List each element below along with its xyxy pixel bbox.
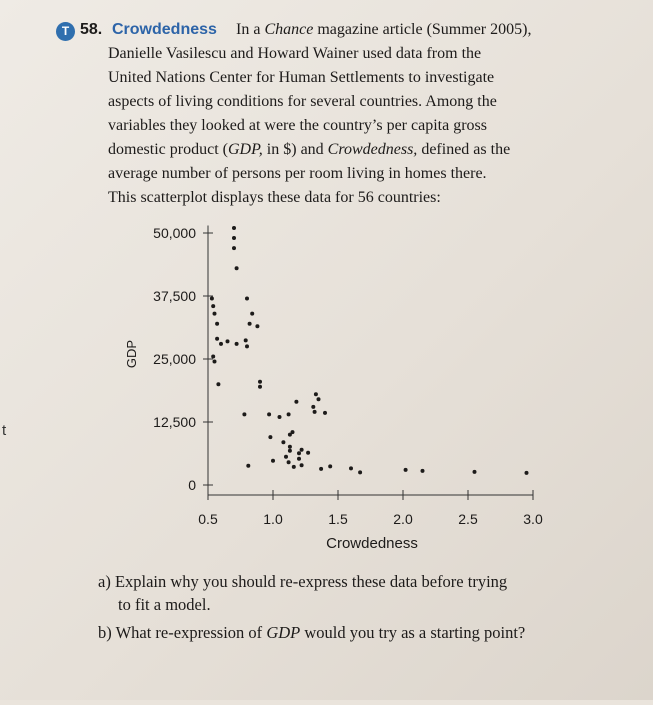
paragraph-segment: Danielle Vasilescu and Howard Wainer used data from the (108, 45, 482, 62)
paragraph-segment: magazine article (Summer 2005), (313, 21, 532, 38)
paragraph-segment: Chance (264, 21, 314, 38)
y-tick-label: 25,000 (153, 351, 196, 367)
data-point (349, 466, 353, 470)
data-point (278, 415, 282, 419)
paragraph-segment: average number of persons per room living in homes there. (108, 165, 487, 182)
data-point (281, 440, 285, 444)
paragraph-segment: variables they looked at were the country’s per capita gross (108, 117, 487, 134)
data-point (210, 297, 214, 301)
paragraph-segment: in $) and (262, 141, 328, 158)
data-point (232, 226, 236, 230)
question-a-line-2: to fit a model. (118, 595, 211, 614)
data-point (235, 266, 239, 270)
data-point (271, 459, 275, 463)
data-point (232, 236, 236, 240)
question-a-line-1: a) Explain why you should re-express these data before trying (98, 572, 508, 591)
data-point (245, 344, 249, 348)
data-point (213, 312, 217, 316)
data-point (323, 411, 327, 415)
data-point (213, 360, 217, 364)
data-point (317, 397, 321, 401)
exercise-title: Crowdedness (112, 21, 217, 38)
paragraph-segment: In a (236, 21, 265, 38)
chart-points (210, 226, 529, 475)
paragraph-segment: Crowdedness, (327, 141, 418, 158)
data-point (300, 463, 304, 467)
data-point (235, 342, 239, 346)
x-tick-label: 1.0 (263, 511, 283, 527)
data-point (313, 410, 317, 414)
data-point (297, 457, 301, 461)
data-point (268, 435, 272, 439)
data-point (306, 451, 310, 455)
question-b-prefix: b) What re-expression of (98, 623, 267, 642)
data-point (246, 464, 250, 468)
x-tick-label: 2.5 (458, 511, 478, 527)
data-point (421, 469, 425, 473)
y-tick-label: 12,500 (153, 414, 196, 430)
y-tick-label: 0 (188, 477, 196, 493)
data-point (404, 468, 408, 472)
question-b (98, 623, 525, 643)
paragraph-segment: This scatterplot displays these data for 56 countries: (108, 189, 441, 206)
data-point (242, 412, 246, 416)
data-point (258, 385, 262, 389)
data-point (358, 470, 362, 474)
data-point (232, 246, 236, 250)
paragraph-segment: aspects of living conditions for several countries. Among the (108, 93, 497, 110)
data-point (216, 382, 220, 386)
data-point (287, 412, 291, 416)
paragraph-segment: domestic product ( (108, 141, 228, 158)
question-b-suffix: would you try as a starting point? (300, 623, 526, 642)
question-b-variable: GDP (266, 623, 301, 642)
data-point (287, 460, 291, 464)
data-point (267, 412, 271, 416)
y-axis-label: GDP (124, 339, 139, 369)
data-point (215, 322, 219, 326)
data-point (525, 471, 529, 475)
chart-ticks (153, 225, 543, 527)
x-tick-label: 1.5 (328, 511, 348, 527)
data-point (292, 465, 296, 469)
x-tick-label: 2.0 (393, 511, 413, 527)
data-point (288, 445, 292, 449)
data-point (288, 449, 292, 453)
data-point (258, 380, 262, 384)
data-point (211, 355, 215, 359)
data-point (244, 338, 248, 342)
data-point (284, 455, 288, 459)
x-axis-label: Crowdedness (326, 535, 418, 552)
paragraph-segment: defined as the (417, 141, 511, 158)
data-point (226, 339, 230, 343)
data-point (473, 470, 477, 474)
x-tick-label: 3.0 (523, 511, 543, 527)
data-point (248, 322, 252, 326)
data-point (215, 337, 219, 341)
y-tick-label: 50,000 (153, 225, 196, 241)
data-point (319, 467, 323, 471)
edge-text-fragment: t (2, 422, 7, 439)
data-point (211, 304, 215, 308)
paragraph-segment: United Nations Center for Human Settlements to investigate (108, 69, 495, 86)
data-point (294, 400, 298, 404)
data-point (245, 297, 249, 301)
data-point (288, 433, 292, 437)
y-tick-label: 37,500 (153, 288, 196, 304)
data-point (219, 342, 223, 346)
x-tick-label: 0.5 (198, 511, 218, 527)
data-point (297, 451, 301, 455)
data-point (300, 448, 304, 452)
data-point (250, 312, 254, 316)
paragraph-segment: GDP, (227, 141, 263, 158)
chart-axes (208, 225, 533, 495)
data-point (314, 392, 318, 396)
exercise-number: 58. (80, 21, 103, 38)
data-point (255, 324, 259, 328)
data-point (311, 405, 315, 409)
technology-badge-icon: T (56, 22, 75, 41)
data-point (328, 464, 332, 468)
